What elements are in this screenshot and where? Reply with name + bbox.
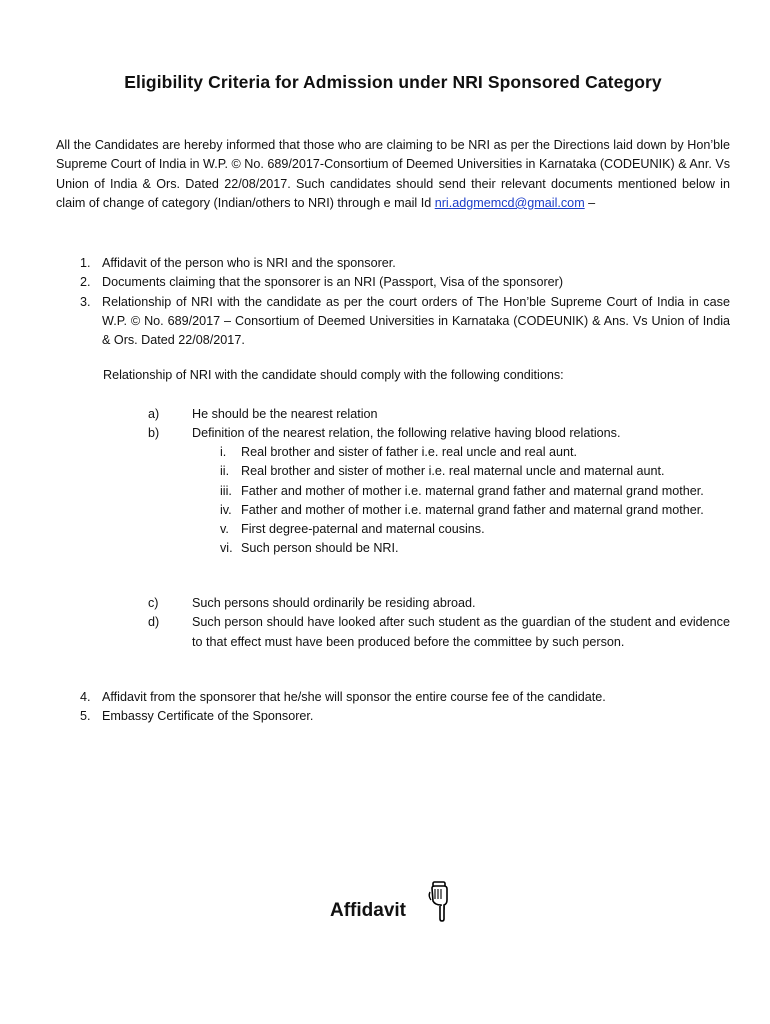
list-item [80, 293, 730, 351]
relative-item [220, 501, 730, 520]
relative-number: i. [220, 445, 227, 459]
list-item-number: 5. [80, 709, 91, 724]
list-item-number: 1. [80, 256, 91, 270]
documents-list-continued [80, 688, 730, 727]
list-item-number: 2. [80, 275, 91, 290]
list-item [80, 688, 730, 707]
relative-text: Real brother and sister of father i.e. real uncle and real aunt. [241, 445, 578, 459]
relative-text: Such person should be NRI. [241, 541, 399, 556]
pointing-hand-icon[interactable] [426, 880, 452, 922]
relative-text: Father and mother of mother i.e. maternal grand father and maternal grand mother. [241, 502, 704, 517]
condition-item [148, 424, 730, 443]
relative-item [220, 443, 730, 462]
conditions-list-ab [148, 405, 730, 444]
relative-text: First degree-paternal and maternal cousins. [241, 522, 485, 537]
relative-number: ii. [220, 464, 230, 479]
relative-item [220, 539, 730, 558]
relative-item [220, 520, 730, 539]
condition-letter: b) [148, 426, 160, 441]
relative-number: iii. [220, 483, 232, 498]
list-item [80, 273, 730, 292]
list-item-text: Documents claiming that the sponsorer is an NRI (Passport, Visa of the sponsorer) [102, 275, 564, 290]
list-item [80, 707, 730, 726]
relative-text: Real brother and sister of mother i.e. real maternal uncle and maternal aunt. [241, 464, 665, 479]
list-item-number: 3. [80, 294, 91, 309]
conditions-list-cd [148, 594, 730, 652]
condition-letter: a) [148, 407, 160, 421]
intro-paragraph [56, 136, 730, 213]
condition-item [148, 613, 730, 652]
relative-item [220, 482, 730, 501]
relative-item [220, 462, 730, 481]
relative-number: vi. [220, 541, 233, 556]
documents-list [80, 254, 730, 350]
condition-text: Such person should have looked after such student as the guardian of the student and evidence to that effect must have been produced before the committee by such person. [192, 615, 730, 649]
affidavit-label: Affidavit [330, 900, 406, 921]
intro-suffix: – [584, 195, 596, 210]
list-item-number: 4. [80, 690, 91, 704]
condition-letter: c) [148, 596, 159, 610]
condition-item [148, 405, 730, 424]
relationship-intro: Relationship of NRI with the candidate should comply with the following conditions: [103, 368, 564, 382]
list-item-text: Affidavit from the sponsorer that he/she will sponsor the entire course fee of the candidate. [102, 690, 606, 704]
condition-text: He should be the nearest relation [192, 407, 378, 421]
intro-text: All the Candidates are hereby informed that those who are claiming to be NRI as per the Directions laid down by Hon’ble Supreme Court of India in W.P. © No. 689/2017-Consortium of Deemed Universities in Karnataka (CODEUNIK) & Anr. Vs Union of India & Ors. Dated 22/08/2017. Such candidates should send their relevant documents mentioned below in claim of change of category (Indian/others to NRI) through e mail Id [56, 138, 731, 210]
relatives-list [220, 443, 730, 559]
page-title: Eligibility Criteria for Admission under NRI Sponsored Category [124, 72, 662, 92]
list-item-text: Relationship of NRI with the candidate as per the court orders of The Hon’ble Supreme Court of India in case W.P. © No. 689/2017 – Consortium of Deemed Universities in Karnataka (CODEUNIK) & Ans. Vs Union of India & Ors. Dated 22/08/2017. [102, 294, 730, 348]
relative-text: Father and mother of mother i.e. maternal grand father and maternal grand mother. [241, 483, 704, 498]
list-item-text: Affidavit of the person who is NRI and the sponsorer. [102, 256, 396, 270]
condition-text: Definition of the nearest relation, the following relative having blood relations. [192, 426, 621, 441]
email-link[interactable]: nri.adgmemcd@gmail.com [434, 195, 585, 210]
list-item [80, 254, 730, 273]
condition-letter: d) [148, 615, 160, 630]
list-item-text: Embassy Certificate of the Sponsorer. [102, 709, 314, 724]
relative-number: v. [220, 522, 229, 537]
relative-number: iv. [220, 502, 232, 517]
condition-text: Such persons should ordinarily be residing abroad. [192, 596, 476, 610]
condition-item [148, 594, 730, 613]
